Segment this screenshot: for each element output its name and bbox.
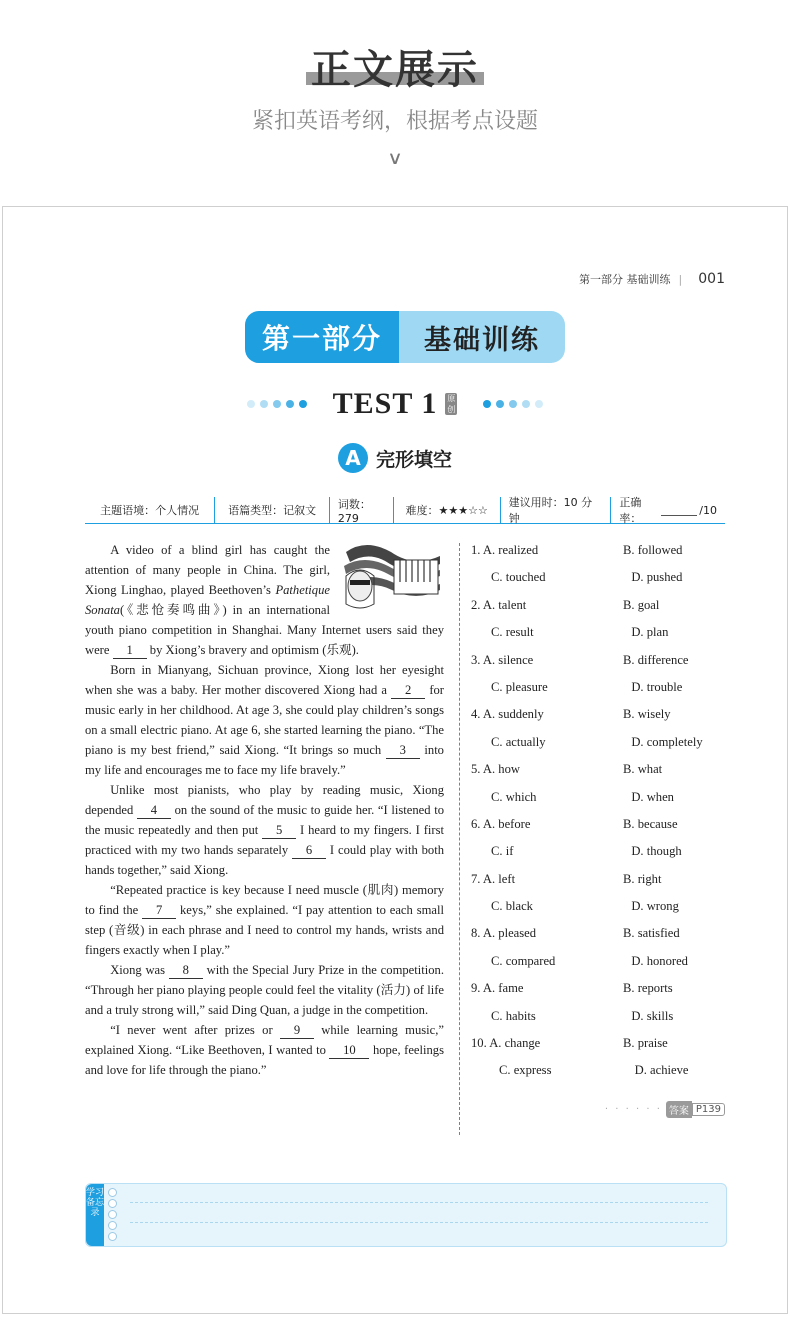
- test-title: TEST 1: [332, 387, 438, 420]
- option-d[interactable]: D. honored: [631, 953, 688, 968]
- option-c[interactable]: C. compared: [491, 953, 556, 968]
- option-b[interactable]: B. goal: [623, 597, 660, 612]
- blank-2: 2: [391, 683, 425, 699]
- option-a[interactable]: 6. A. before: [471, 816, 531, 831]
- info-genre: 语篇类型：记叙文: [215, 497, 330, 523]
- option-d[interactable]: D. pushed: [631, 570, 683, 585]
- option-b[interactable]: B. praise: [623, 1036, 668, 1051]
- option-b[interactable]: B. reports: [623, 981, 673, 996]
- option-a[interactable]: 9. A. fame: [471, 981, 524, 996]
- info-time: 建议用时：10 分钟: [501, 497, 612, 523]
- option-a[interactable]: 8. A. pleased: [471, 926, 537, 941]
- option-a[interactable]: 3. A. silence: [471, 652, 534, 667]
- option-b[interactable]: B. difference: [623, 652, 689, 667]
- ring-icon: [108, 1199, 117, 1208]
- option-d[interactable]: D. wrong: [631, 899, 679, 914]
- answer-badge: 答案: [666, 1101, 692, 1118]
- blank-7: 7: [142, 903, 176, 919]
- ring-icon: [108, 1188, 117, 1197]
- blank-5: 5: [262, 823, 296, 839]
- section-label: 完形填空: [375, 448, 452, 471]
- question-7: [471, 869, 731, 924]
- blank-1: 1: [113, 643, 147, 659]
- notes-line: [130, 1202, 708, 1203]
- page-number: 001: [698, 271, 725, 287]
- option-d[interactable]: D. plan: [631, 625, 669, 640]
- answer-leader-dots: · · · · · ·: [604, 1104, 662, 1115]
- girl-piano-illustration: [336, 542, 444, 612]
- column-divider: [459, 543, 460, 1135]
- blank-10: 10: [329, 1043, 369, 1059]
- question-5: [471, 759, 731, 814]
- part-banner-left: 第一部分: [245, 311, 399, 363]
- option-a[interactable]: 10. A. change: [471, 1036, 541, 1051]
- option-c[interactable]: C. touched: [491, 570, 546, 585]
- question-1: [471, 540, 731, 595]
- option-a[interactable]: 2. A. talent: [471, 597, 527, 612]
- option-d[interactable]: D. skills: [631, 1008, 674, 1023]
- option-c[interactable]: C. result: [491, 625, 534, 640]
- option-b[interactable]: B. followed: [623, 543, 683, 557]
- question-4: [471, 704, 731, 759]
- section-letter-badge: A: [338, 443, 368, 473]
- page-title: 正文展示: [311, 47, 479, 93]
- book-page: [2, 206, 788, 1314]
- decorative-dots-right: [483, 400, 543, 408]
- option-c[interactable]: C. black: [491, 899, 533, 914]
- info-difficulty: 难度：★★★☆☆: [394, 497, 501, 523]
- info-theme: 主题语境：个人情况: [85, 497, 215, 523]
- notes-line: [130, 1222, 708, 1223]
- question-2: [471, 595, 731, 650]
- option-a[interactable]: 5. A. how: [471, 762, 520, 777]
- option-d[interactable]: D. when: [631, 789, 674, 804]
- info-words: 词数：279: [330, 497, 394, 523]
- blank-3: 3: [386, 743, 420, 759]
- decorative-dots-left: [247, 400, 307, 408]
- question-10: [471, 1033, 731, 1088]
- question-3: [471, 650, 731, 705]
- option-c[interactable]: C. actually: [491, 734, 546, 749]
- study-notes-box[interactable]: [85, 1183, 727, 1247]
- ring-icon: [108, 1210, 117, 1219]
- blank-6: 6: [292, 843, 326, 859]
- option-b[interactable]: B. wisely: [623, 707, 671, 722]
- option-d[interactable]: D. completely: [631, 734, 703, 749]
- cloze-passage: A video of a blind girl has caught the attention of many people in China. The girl, Xiong Linghao, played Beethoven’s Pathetique Sonata(《悲怆奏鸣曲》) in an international youth piano competition in Shanghai. Many Internet users said they were 1 by Xiong’s bravery and optimism (乐观). Born in Mianyang, Sichuan province, Xiong lost her eyesight when she was a baby. Her mother discovered Xiong had a 2 for music early in her childhood. At age 3, she could play children’s songs on a small electric piano. At age 6, she started learning the piano. “The piano is my best friend,” said Xiong. “It brings so much 3 into my life and encourages me to face my life bravely.” Unlike most pianists, who play by reading music, Xiong depended 4 on the sound of the music to guide her. “I listened to the music repeatedly and then put 5 I heard to my fingers. I first practiced with my two hands separately 6 I could play with both hands together,” said Xiong. “Repeated practice is key because I need muscle (肌肉) memory to find the 7 keys,” she explained. “I pay attention to each small step (音级) in each phrase and I need to control my hands, wrists and fingers exactly when I play.” Xiong was 8 with the Special Jury Prize in the competition. “Through her piano playing people could feel the vitality (活力) of life and a truly strong will,” said Ding Quan, a judge in the competition. “I never went after prizes or 9 while learning music,” explained Xiong. “Like Beethoven, I wanted to 10 hope, feelings and love for life through the piano.”: [85, 543, 445, 1077]
- test-heading: [3, 387, 787, 421]
- original-badge: 原创: [447, 394, 456, 414]
- option-d[interactable]: D. though: [631, 844, 682, 859]
- option-c[interactable]: C. pleasure: [491, 679, 548, 694]
- chevron-down-icon[interactable]: ∨: [387, 148, 403, 169]
- option-b[interactable]: B. satisfied: [623, 926, 680, 941]
- blank-4: 4: [137, 803, 171, 819]
- option-b[interactable]: B. right: [623, 871, 662, 886]
- option-b[interactable]: B. because: [623, 816, 678, 831]
- ring-icon: [108, 1232, 117, 1241]
- option-c[interactable]: C. express: [499, 1063, 552, 1078]
- blank-9: 9: [280, 1023, 314, 1039]
- options-list: [471, 540, 731, 1088]
- section-heading: [3, 443, 787, 473]
- option-d[interactable]: D. trouble: [631, 679, 683, 694]
- part-banner: [245, 311, 565, 363]
- question-8: [471, 923, 731, 978]
- option-d[interactable]: D. achieve: [634, 1063, 689, 1078]
- option-a[interactable]: 1. A. realized: [471, 543, 539, 557]
- running-head: 第一部分 基础训练 | 001: [579, 271, 725, 287]
- info-bar: [85, 497, 725, 524]
- blank-8: 8: [169, 963, 203, 979]
- part-banner-right: 基础训练: [399, 311, 565, 363]
- ring-icon: [108, 1221, 117, 1230]
- question-6: [471, 814, 731, 869]
- running-head-section: 第一部分 基础训练: [579, 273, 671, 286]
- option-c[interactable]: C. which: [491, 789, 537, 804]
- info-accuracy: 正确率： /10: [619, 496, 717, 525]
- option-a[interactable]: 4. A. suddenly: [471, 707, 544, 722]
- option-a[interactable]: 7. A. left: [471, 871, 516, 886]
- option-b[interactable]: B. what: [623, 762, 663, 777]
- notes-tab-label: 学习 备忘录: [86, 1184, 104, 1246]
- option-c[interactable]: C. habits: [491, 1008, 536, 1023]
- answer-reference[interactable]: [605, 1101, 725, 1118]
- option-c[interactable]: C. if: [491, 844, 514, 859]
- page-subtitle: 紧扣英语考纲，根据考点设题: [251, 109, 538, 134]
- question-9: [471, 978, 731, 1033]
- answer-page: P139: [692, 1103, 725, 1116]
